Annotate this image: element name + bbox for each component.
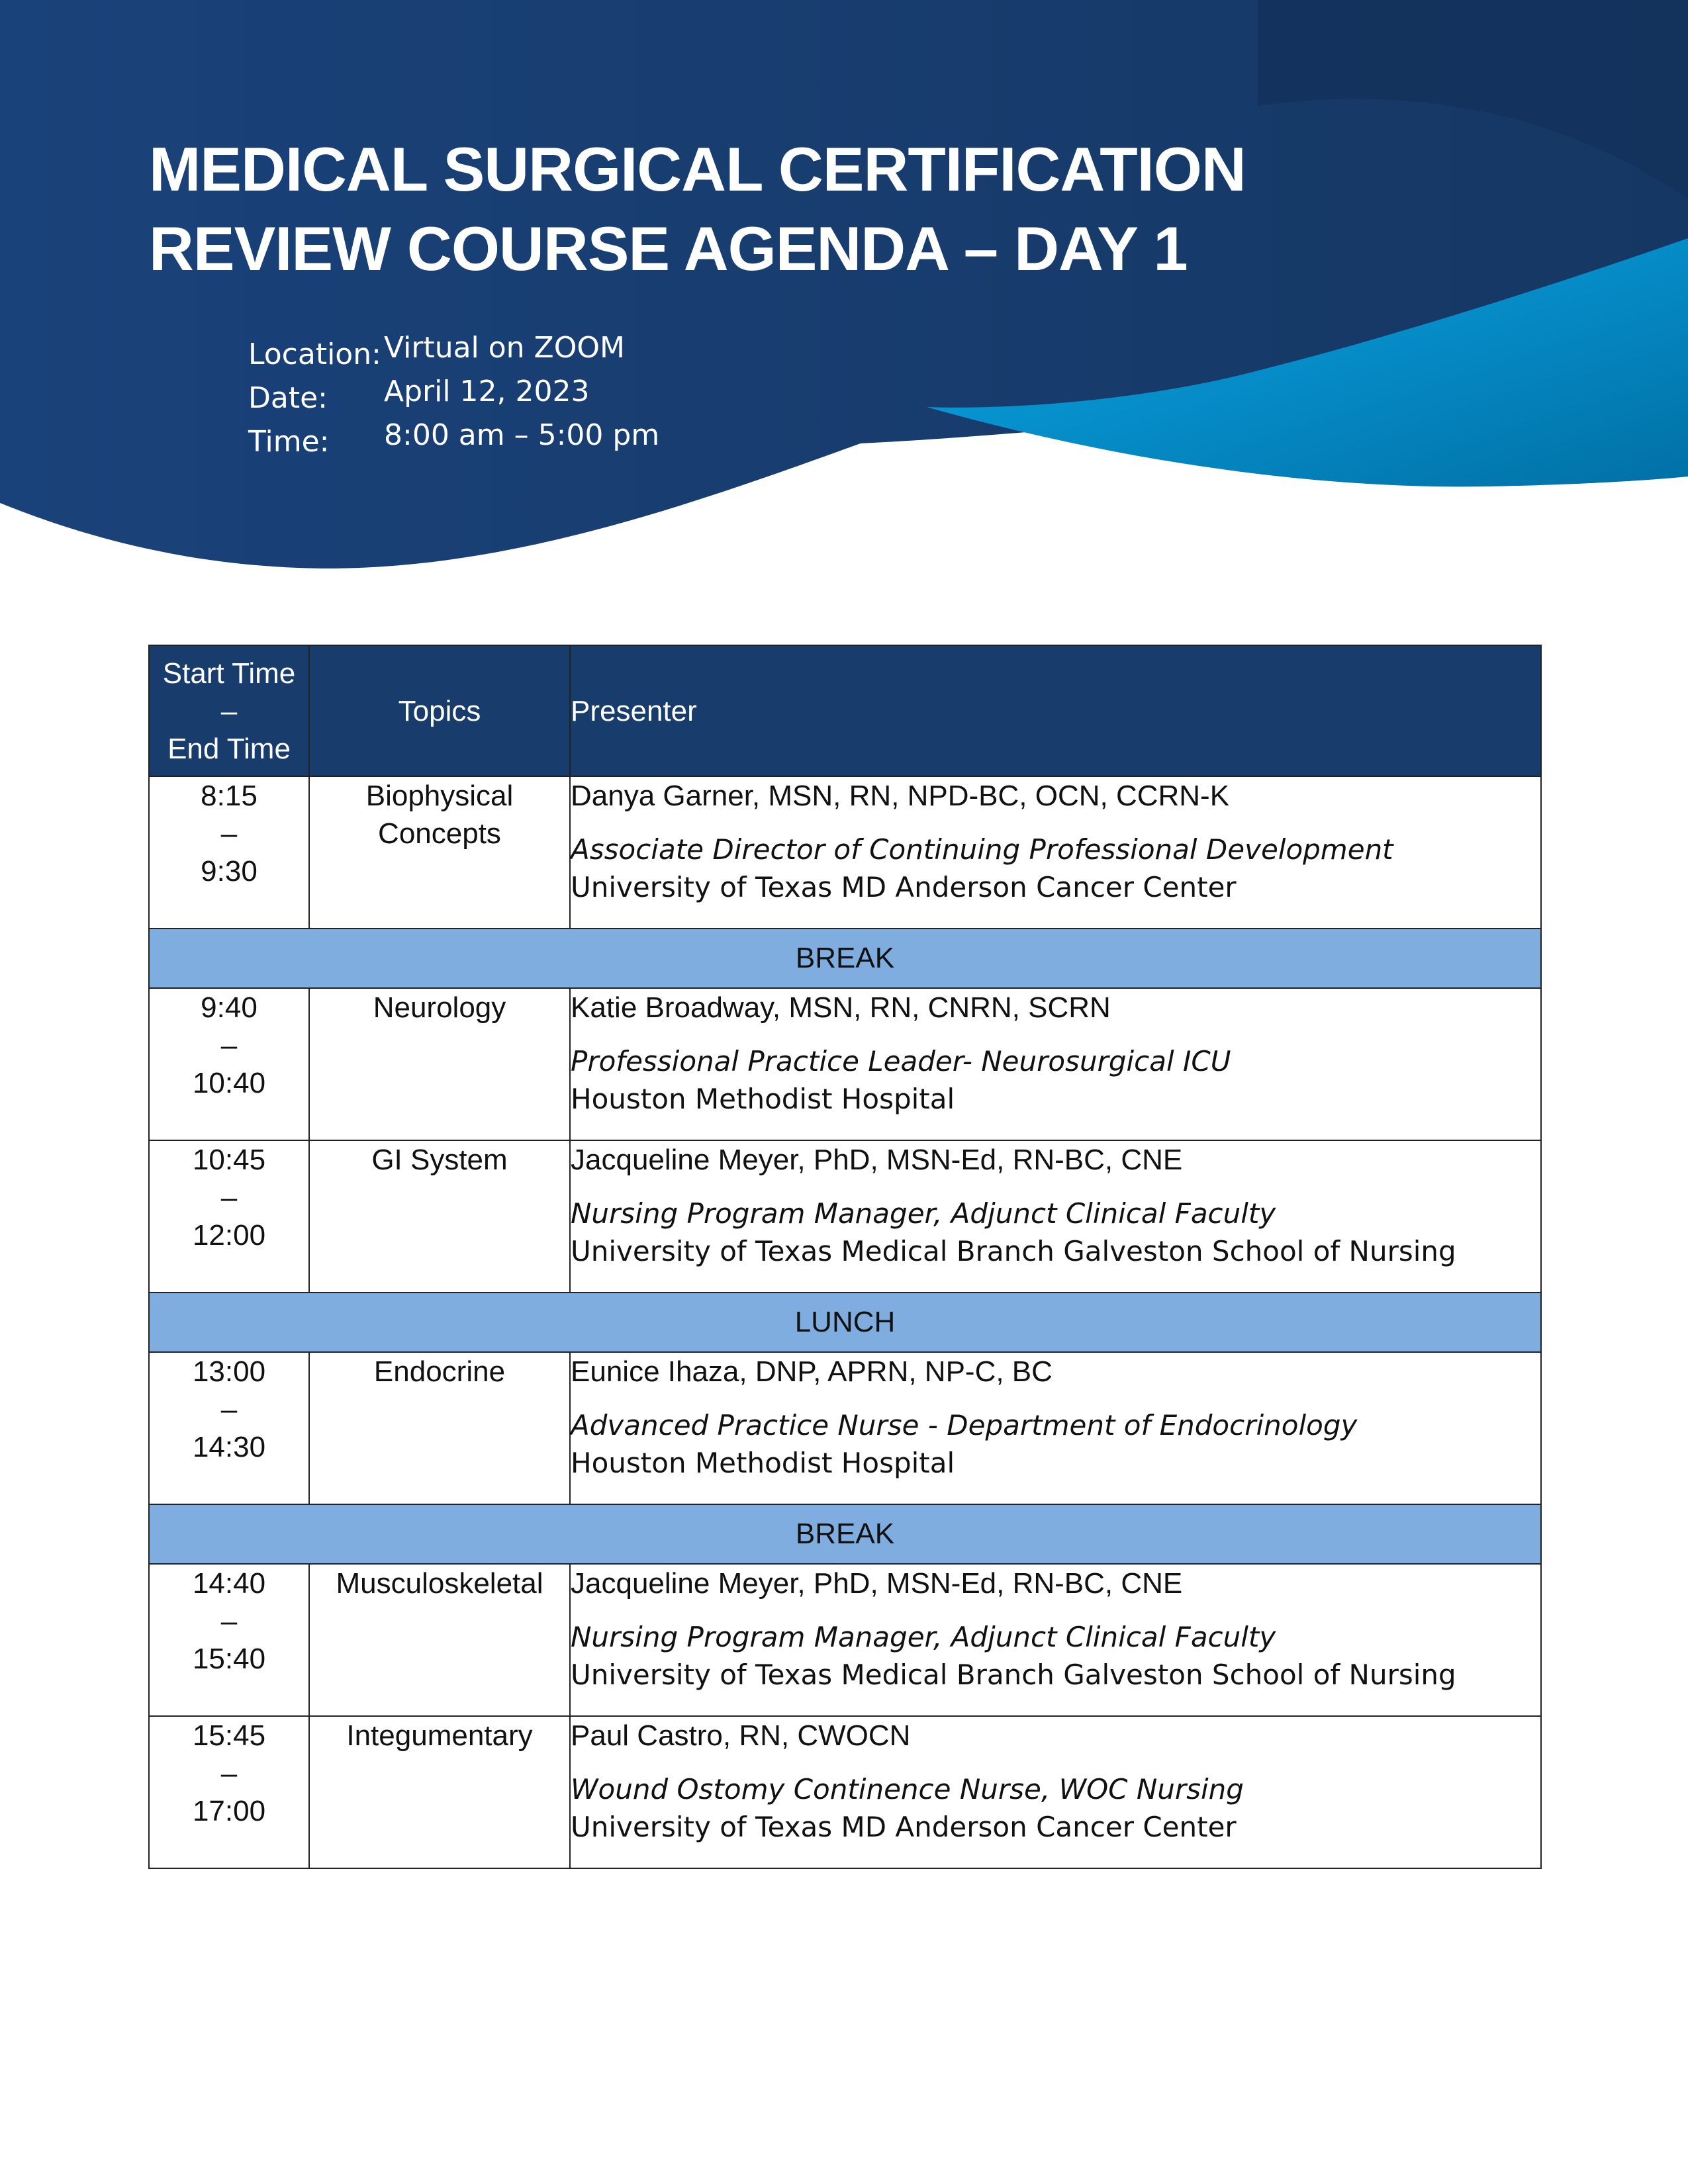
presenter-name: Paul Castro, RN, CWOCN <box>571 1719 911 1752</box>
table-row <box>149 988 1541 1140</box>
start-time: 10:45 <box>192 1144 266 1176</box>
header-wave-background <box>0 0 1688 582</box>
session-presenter <box>570 1564 1541 1716</box>
break-row <box>149 1504 1541 1564</box>
session-presenter <box>570 1716 1541 1868</box>
session-presenter <box>570 1140 1541 1293</box>
time-dash: – <box>220 817 238 850</box>
lunch-label: LUNCH <box>149 1293 1541 1352</box>
presenter-role: Advanced Practice Nurse - Department of Endocrinology <box>571 1409 1358 1441</box>
session-topic: Musculoskeletal <box>309 1564 570 1716</box>
session-topic: Endocrine <box>309 1352 570 1504</box>
presenter-name: Danya Garner, MSN, RN, NPD-BC, OCN, CCRN-K <box>571 780 1230 812</box>
presenter-role: Nursing Program Manager, Adjunct Clinical Faculty <box>571 1197 1276 1230</box>
presenter-role: Associate Director of Continuing Professional Development <box>571 833 1393 866</box>
presenter-name: Jacqueline Meyer, PhD, MSN-Ed, RN-BC, CNE <box>571 1144 1183 1176</box>
header-time-dash: – <box>220 694 238 727</box>
break-label: BREAK <box>149 1504 1541 1564</box>
presenter-organization: University of Texas MD Anderson Cancer Center <box>571 871 1237 903</box>
presenter-organization: University of Texas Medical Branch Galveston School of Nursing <box>571 1235 1456 1267</box>
time-value: 8:00 am – 5:00 pm <box>384 418 660 452</box>
session-time <box>149 1716 309 1868</box>
break-row <box>149 929 1541 988</box>
session-time <box>149 776 309 929</box>
presenter-role: Wound Ostomy Continence Nurse, WOC Nursing <box>571 1773 1244 1805</box>
header-presenter: Presenter <box>570 645 1541 776</box>
start-time: 9:40 <box>201 991 258 1024</box>
presenter-name: Jacqueline Meyer, PhD, MSN-Ed, RN-BC, CNE <box>571 1567 1183 1600</box>
presenter-organization: Houston Methodist Hospital <box>571 1447 955 1479</box>
table-header-row <box>149 645 1541 776</box>
start-time: 13:00 <box>192 1355 266 1388</box>
session-topic: Integumentary <box>309 1716 570 1868</box>
start-time: 8:15 <box>201 780 258 812</box>
presenter-organization: Houston Methodist Hospital <box>571 1083 955 1115</box>
title-line-1: MEDICAL SURGICAL CERTIFICATION <box>149 134 1246 204</box>
time-label: Time: <box>248 425 330 459</box>
session-time <box>149 1564 309 1716</box>
end-time: 10:40 <box>192 1067 266 1099</box>
time-dash: – <box>220 1181 238 1214</box>
header-start-time: Start Time <box>162 657 296 690</box>
agenda-table <box>148 645 1542 1869</box>
time-dash: – <box>220 1393 238 1426</box>
header-end-time: End Time <box>167 732 291 765</box>
table-row <box>149 1140 1541 1293</box>
session-topic <box>309 776 570 929</box>
session-time <box>149 1352 309 1504</box>
title-line-2: REVIEW COURSE AGENDA – DAY 1 <box>149 214 1188 283</box>
table-row <box>149 776 1541 929</box>
topic-line-1: Biophysical <box>365 780 514 812</box>
presenter-role: Professional Practice Leader- Neurosurgical ICU <box>571 1045 1231 1077</box>
end-time: 15:40 <box>192 1643 266 1675</box>
session-topic: GI System <box>309 1140 570 1293</box>
location-label: Location: <box>248 338 381 371</box>
location-value: Virtual on ZOOM <box>384 331 625 365</box>
presenter-name: Katie Broadway, MSN, RN, CNRN, SCRN <box>571 991 1111 1024</box>
presenter-name: Eunice Ihaza, DNP, APRN, NP-C, BC <box>571 1355 1053 1388</box>
date-value: April 12, 2023 <box>384 375 590 408</box>
topic-line-2: Concepts <box>378 817 501 850</box>
date-label: Date: <box>248 381 328 415</box>
presenter-organization: University of Texas Medical Branch Galveston School of Nursing <box>571 1659 1456 1691</box>
table-row <box>149 1564 1541 1716</box>
session-topic: Neurology <box>309 988 570 1140</box>
session-presenter <box>570 1352 1541 1504</box>
start-time: 14:40 <box>192 1567 266 1600</box>
table-row <box>149 1716 1541 1868</box>
page-title <box>149 130 1246 289</box>
start-time: 15:45 <box>192 1719 266 1752</box>
presenter-organization: University of Texas MD Anderson Cancer Center <box>571 1811 1237 1843</box>
header-topics: Topics <box>309 645 570 776</box>
lunch-row <box>149 1293 1541 1352</box>
time-dash: – <box>220 1029 238 1062</box>
end-time: 9:30 <box>201 855 258 887</box>
break-label: BREAK <box>149 929 1541 988</box>
session-presenter <box>570 776 1541 929</box>
table-row <box>149 1352 1541 1504</box>
end-time: 14:30 <box>192 1431 266 1463</box>
session-time <box>149 1140 309 1293</box>
time-dash: – <box>220 1757 238 1790</box>
session-time <box>149 988 309 1140</box>
presenter-role: Nursing Program Manager, Adjunct Clinical Faculty <box>571 1621 1276 1653</box>
end-time: 12:00 <box>192 1219 266 1251</box>
header-time <box>149 645 309 776</box>
end-time: 17:00 <box>192 1795 266 1827</box>
time-dash: – <box>220 1605 238 1637</box>
session-presenter <box>570 988 1541 1140</box>
